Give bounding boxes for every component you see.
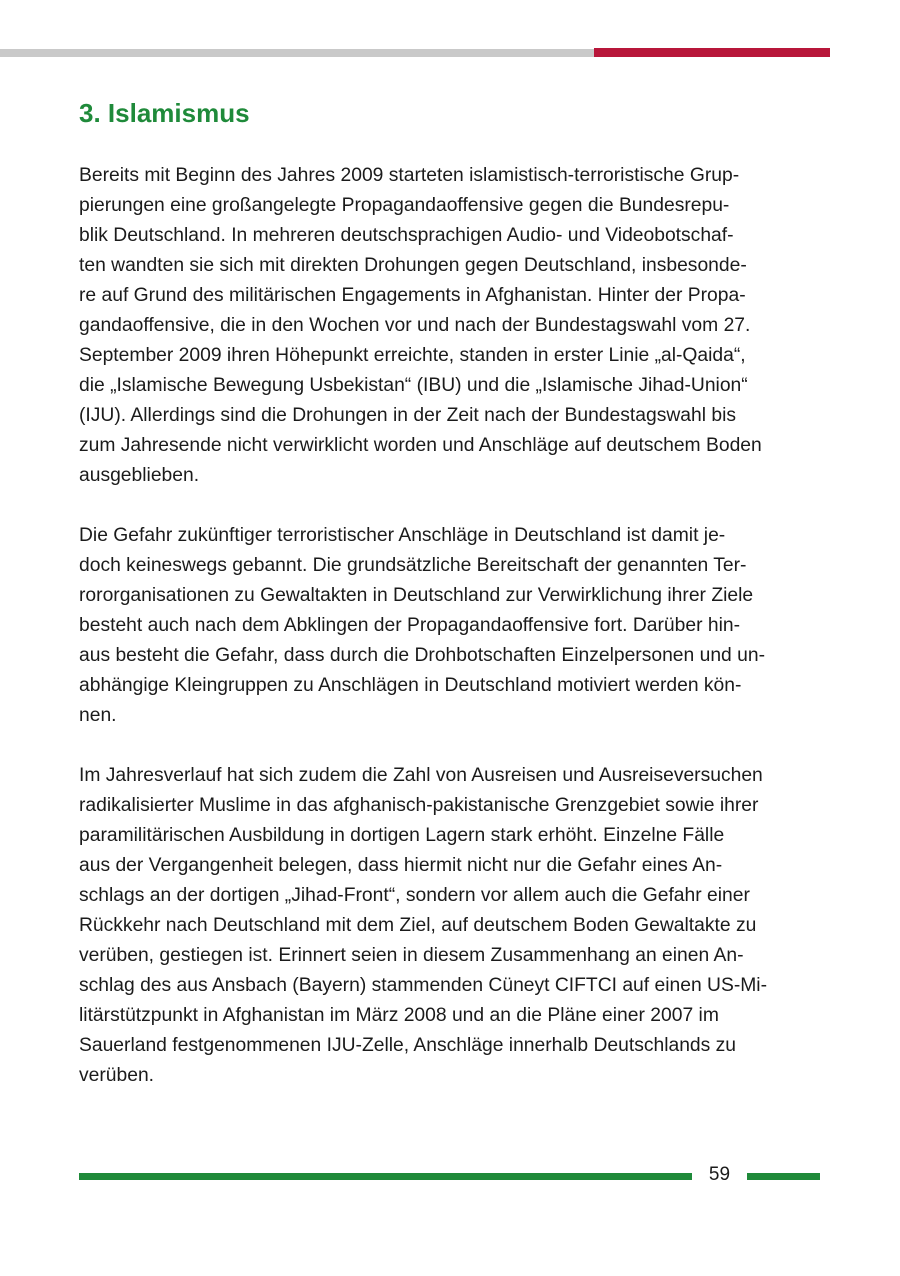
text-line: September 2009 ihren Höhepunkt erreichte, standen in erster Linie „al-Qaida“, bbox=[79, 345, 746, 366]
text-line: schlags an der dortigen „Jihad-Front“, sondern vor allem auch die Gefahr einer bbox=[79, 885, 750, 906]
text-line: radikalisierter Muslime in das afghanisch-pakistanische Grenzgebiet sowie ihrer bbox=[79, 795, 759, 816]
footer-rule-right bbox=[747, 1173, 820, 1180]
text-line: paramilitärischen Ausbildung in dortigen Lagern stark erhöht. Einzelne Fälle bbox=[79, 825, 725, 846]
top-rule-gray bbox=[0, 49, 594, 57]
text-line: aus der Vergangenheit belegen, dass hiermit nicht nur die Gefahr eines An- bbox=[79, 855, 723, 876]
text-line: (IJU). Allerdings sind die Drohungen in der Zeit nach der Bundestagswahl bis bbox=[79, 405, 736, 426]
text-line: nen. bbox=[79, 705, 117, 726]
text-line: litärstützpunkt in Afghanistan im März 2008 und an die Pläne einer 2007 im bbox=[79, 1005, 719, 1026]
top-rule-red bbox=[594, 48, 830, 57]
text-line: besteht auch nach dem Abklingen der Propagandaoffensive fort. Darüber hin- bbox=[79, 615, 740, 636]
paragraph-2 bbox=[79, 521, 824, 731]
text-line: rororganisationen zu Gewaltakten in Deutschland zur Verwirklichung ihrer Ziele bbox=[79, 585, 754, 606]
text-line: pierungen eine großangelegte Propagandaoffensive gegen die Bundesrepu- bbox=[79, 195, 730, 216]
text-line: Im Jahresverlauf hat sich zudem die Zahl von Ausreisen und Ausreiseversuchen bbox=[79, 765, 763, 786]
text-line: verüben. bbox=[79, 1065, 155, 1086]
text-line: abhängige Kleingruppen zu Anschlägen in Deutschland motiviert werden kön- bbox=[79, 675, 742, 696]
text-line: aus besteht die Gefahr, dass durch die Drohbotschaften Einzelpersonen und un- bbox=[79, 645, 765, 666]
text-line: Bereits mit Beginn des Jahres 2009 starteten islamistisch-terroristische Grup- bbox=[79, 165, 740, 186]
text-line: gandaoffensive, die in den Wochen vor und nach der Bundestagswahl vom 27. bbox=[79, 315, 751, 336]
text-line: schlag des aus Ansbach (Bayern) stammenden Cüneyt CIFTCI auf einen US-Mi- bbox=[79, 975, 768, 996]
text-line: verüben, gestiegen ist. Erinnert seien in diesem Zusammenhang an einen An- bbox=[79, 945, 744, 966]
text-line: blik Deutschland. In mehreren deutschsprachigen Audio- und Videobotschaf- bbox=[79, 225, 734, 246]
text-line: Rückkehr nach Deutschland mit dem Ziel, auf deutschem Boden Gewaltakte zu bbox=[79, 915, 757, 936]
text-line: Die Gefahr zukünftiger terroristischer Anschläge in Deutschland ist damit je- bbox=[79, 525, 726, 546]
text-line: re auf Grund des militärischen Engagements in Afghanistan. Hinter der Propa- bbox=[79, 285, 746, 306]
paragraph-1 bbox=[79, 161, 824, 491]
text-line: ten wandten sie sich mit direkten Drohungen gegen Deutschland, insbesonde- bbox=[79, 255, 747, 276]
footer-rule-left bbox=[79, 1173, 692, 1180]
text-line: Sauerland festgenommenen IJU-Zelle, Anschläge innerhalb Deutschlands zu bbox=[79, 1035, 737, 1056]
text-line: doch keineswegs gebannt. Die grundsätzliche Bereitschaft der genannten Ter- bbox=[79, 555, 747, 576]
section-heading: 3. Islamismus bbox=[79, 98, 250, 128]
text-line: zum Jahresende nicht verwirklicht worden und Anschläge auf deutschem Boden bbox=[79, 435, 762, 456]
paragraph-3 bbox=[79, 761, 824, 1091]
text-line: ausgeblieben. bbox=[79, 465, 200, 486]
text-line: die „Islamische Bewegung Usbekistan“ (IBU) und die „Islamische Jihad-Union“ bbox=[79, 375, 748, 396]
page-number: 59 bbox=[708, 1164, 731, 1185]
